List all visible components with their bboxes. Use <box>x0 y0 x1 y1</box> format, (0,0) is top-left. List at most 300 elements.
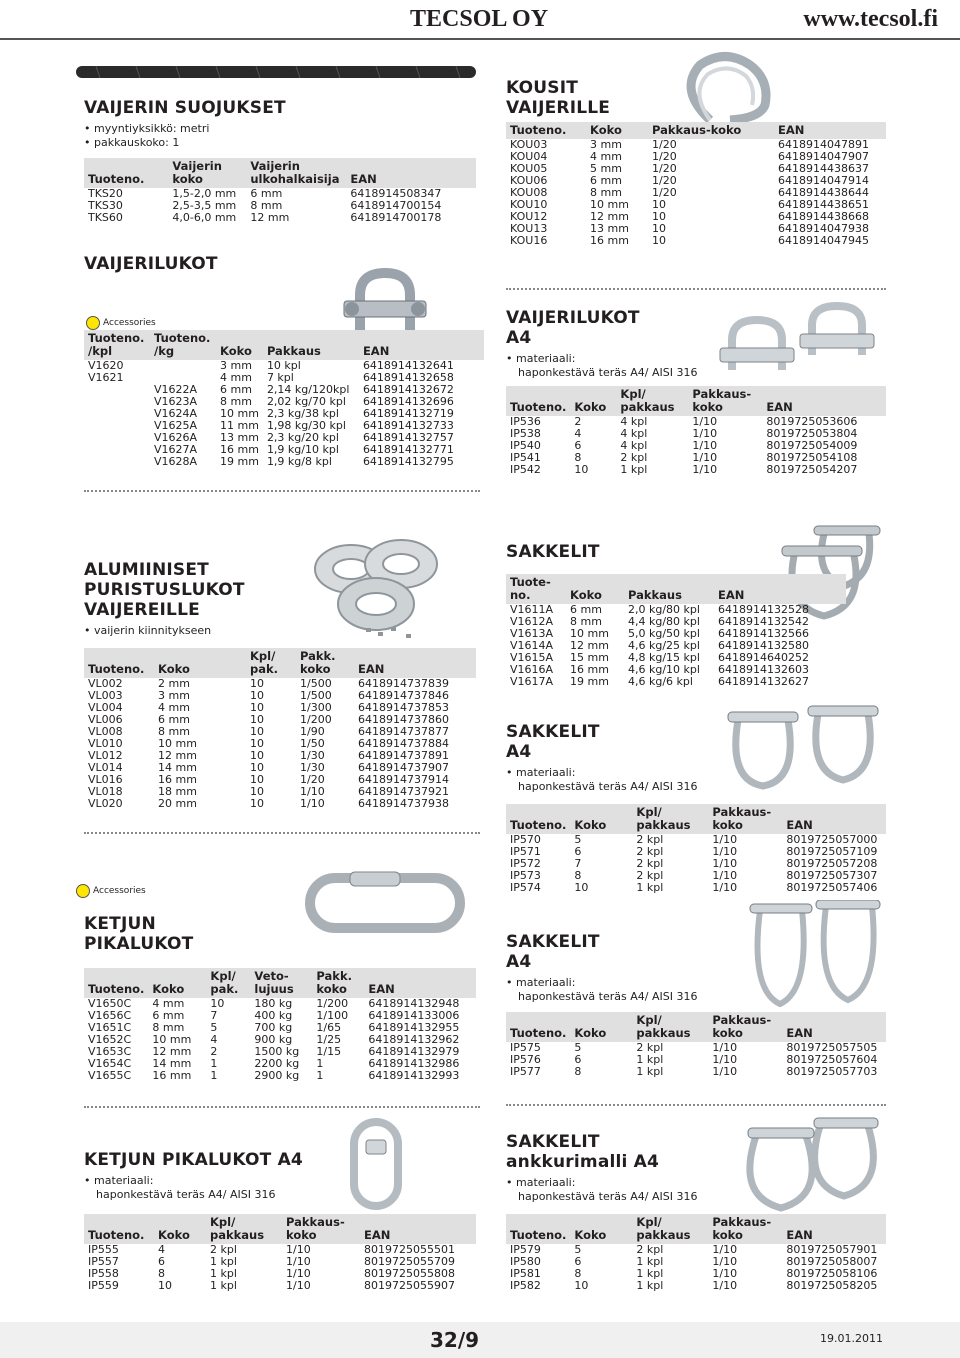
table-cell: 1 kpl <box>210 1267 237 1280</box>
table-cell: IP571 <box>510 845 541 858</box>
section-divider <box>84 1106 480 1108</box>
table-cell: 1/10 <box>712 881 738 894</box>
table-cell: 8019725054009 <box>766 439 858 452</box>
table-cell: 8019725057505 <box>786 1041 878 1054</box>
table-cell: 1 kpl <box>636 1279 664 1292</box>
website-url: www.tecsol.fi <box>803 6 938 32</box>
table-cell: 4,6 kg/6 kpl <box>628 675 693 688</box>
product-table <box>84 968 476 1082</box>
table-cell: 1/20 <box>652 150 677 163</box>
table-cell: 1/20 <box>652 162 677 175</box>
table-cell: 4 mm <box>590 150 622 163</box>
table-cell: 10 mm <box>570 627 609 640</box>
section-vaijerin-suojukset <box>84 98 484 224</box>
table-cell: 900 kg <box>254 1033 293 1046</box>
table-cell <box>84 384 150 396</box>
col-header: Koko <box>586 122 648 139</box>
col-header: Veto-lujuus <box>250 968 312 998</box>
table-cell: 4,6 kg/25 kpl <box>628 639 700 652</box>
table-cell: 10 <box>250 761 264 774</box>
product-table <box>506 1214 886 1292</box>
table-cell: 2 kpl <box>210 1243 237 1256</box>
table-cell: 6418914047938 <box>778 222 869 235</box>
table-cell: 6418914132986 <box>368 1057 460 1070</box>
table-cell: 7 <box>574 857 582 870</box>
table-cell: 1,5-2,0 mm <box>172 187 237 200</box>
table-cell: 6418914700178 <box>350 211 442 224</box>
table-cell: 1/25 <box>316 1033 342 1046</box>
table-cell: 6418914737891 <box>358 749 449 762</box>
table-cell: 2 kpl <box>636 857 664 870</box>
col-header: Kpl/ pakkaus <box>632 804 708 834</box>
section-kousit-table <box>506 122 886 247</box>
col-header: Pakkaus-koko <box>708 804 782 834</box>
table-cell: 12 mm <box>570 639 609 652</box>
table-cell: 10 <box>574 463 589 476</box>
table-cell: 14 mm <box>158 761 197 774</box>
table-cell: 1/10 <box>286 1243 311 1256</box>
product-table <box>506 122 886 247</box>
table-cell: V1613A <box>510 627 554 640</box>
table-row <box>506 464 886 476</box>
table-row <box>506 1280 886 1292</box>
table-cell: V1611A <box>510 603 554 616</box>
col-header: Koko <box>570 386 616 416</box>
table-cell: 6 <box>574 845 582 858</box>
page-date: 19.01.2011 <box>820 1332 883 1345</box>
table-cell: 6418914438637 <box>778 162 869 175</box>
table-cell: IP538 <box>510 427 541 440</box>
table-cell: 1,9 kg/10 kpl <box>266 443 339 456</box>
table-cell: 1/20 <box>652 174 677 187</box>
table-cell: 8019725057307 <box>786 869 878 882</box>
table-cell: 4,0-6,0 mm <box>172 211 237 224</box>
table-cell: 6418914508347 <box>350 187 442 200</box>
table-cell: 1/10 <box>712 845 738 858</box>
table-cell: 4 <box>158 1243 165 1256</box>
table-cell: 1/10 <box>712 1053 738 1066</box>
table-cell: 1/10 <box>712 1041 738 1054</box>
table-cell: KOU12 <box>510 210 548 223</box>
table-cell: 1/20 <box>652 138 677 151</box>
table-cell: 6418914047891 <box>778 138 869 151</box>
table-cell: 1 kpl <box>636 881 664 894</box>
table-cell: 6418914047907 <box>778 150 869 163</box>
accessories-badge <box>86 316 156 330</box>
table-cell: 8019725058007 <box>786 1255 878 1268</box>
table-cell: VL018 <box>88 785 123 798</box>
table-cell: 1/100 <box>316 1009 349 1022</box>
table-row <box>84 1280 476 1292</box>
table-cell: 10 <box>250 677 264 690</box>
table-cell: IP555 <box>88 1243 119 1256</box>
col-header: EAN <box>359 330 484 360</box>
table-cell: 6418914132955 <box>368 1021 460 1034</box>
col-header: Kpl/ pakkaus <box>616 386 688 416</box>
table-cell: 20 mm <box>158 797 197 810</box>
col-header: Tuoteno. /kg <box>150 330 216 360</box>
table-cell: 6 mm <box>590 174 622 187</box>
table-cell: 5 <box>210 1021 218 1034</box>
table-cell: 6418914133006 <box>368 1009 460 1022</box>
section-divider <box>84 832 480 834</box>
table-cell: V1622A <box>154 383 198 396</box>
table-cell: 6418914132641 <box>362 359 454 372</box>
table-cell: 6418914737884 <box>358 737 449 750</box>
table-cell: 6 mm <box>250 187 283 200</box>
table-cell: 7 <box>210 1009 218 1022</box>
table-cell: 1 kpl <box>636 1267 664 1280</box>
bullet-item: • myyntiyksikkö: metri <box>84 122 484 136</box>
section-sakkelit-a4-2 <box>506 932 706 1004</box>
accessories-dot-icon <box>76 884 90 898</box>
table-cell: 8019725057604 <box>786 1053 878 1066</box>
bullet-item: haponkestävä teräs A4/ AISI 316 <box>518 366 698 379</box>
table-cell: 1 kpl <box>620 463 648 476</box>
table-cell <box>84 456 150 468</box>
table-cell: V1615A <box>510 651 554 664</box>
table-cell: 16 mm <box>590 234 629 247</box>
table-cell: 4,4 kg/80 kpl <box>628 615 700 628</box>
table-cell: 6418914132566 <box>718 627 809 640</box>
table-cell: 1/90 <box>300 725 325 738</box>
table-header-row <box>506 386 886 416</box>
table-cell: V1654C <box>88 1057 132 1070</box>
col-header: Tuoteno. <box>506 804 570 834</box>
table-cell: 6418914132672 <box>362 383 454 396</box>
col-header: Pakkaus-koko <box>688 386 762 416</box>
table-cell: KOU10 <box>510 198 548 211</box>
section-title: KOUSIT VAIJERILLE <box>506 78 611 118</box>
table-cell: KOU05 <box>510 162 548 175</box>
table-cell: 6 mm <box>570 603 602 616</box>
table-cell: 8019725057109 <box>786 845 878 858</box>
table-cell: 1/10 <box>692 415 718 428</box>
table-cell: IP572 <box>510 857 541 870</box>
col-header: EAN <box>782 1012 886 1042</box>
table-cell: V1655C <box>88 1069 132 1082</box>
accessories-label: Accessories <box>93 886 146 896</box>
bullet-list <box>84 1174 324 1202</box>
product-table <box>84 1214 476 1292</box>
bullet-item: • materiaali: <box>506 352 706 366</box>
table-cell: 1 <box>210 1069 218 1082</box>
table-cell: 6 <box>574 1255 582 1268</box>
table-cell: V1650C <box>88 997 132 1010</box>
bullet-list <box>506 1176 726 1204</box>
table-header-row <box>506 1214 886 1244</box>
table-cell: 1 <box>316 1069 324 1082</box>
section-title: SAKKELIT A4 <box>506 722 600 762</box>
table-cell: TKS20 <box>88 187 123 200</box>
long-shackle-image <box>740 900 890 1010</box>
table-cell: 6418914132658 <box>362 371 454 384</box>
product-table <box>506 386 886 476</box>
bullet-list <box>84 624 284 638</box>
col-header: Koko <box>216 330 263 360</box>
table-cell: 4 <box>210 1033 218 1046</box>
col-header: EAN <box>774 122 886 139</box>
col-header: EAN <box>360 1214 476 1244</box>
section-vaijerilukot-a4 <box>506 308 706 380</box>
table-cell: 10 mm <box>220 407 259 420</box>
table-cell: 1 <box>316 1057 324 1070</box>
table-cell: 6418914132948 <box>368 997 460 1010</box>
table-cell: 15 mm <box>570 651 609 664</box>
table-cell: 6418914132993 <box>368 1069 460 1082</box>
table-cell: 19 mm <box>220 455 259 468</box>
table-cell: IP558 <box>88 1267 119 1280</box>
section-ankkuri-table <box>506 1214 886 1292</box>
col-header: Kpl/ pakkaus <box>206 1214 282 1244</box>
col-header: Koko <box>570 804 632 834</box>
table-cell: 8019725057000 <box>786 833 878 846</box>
table-cell: 2 kpl <box>636 833 664 846</box>
col-header: Pakk. koko <box>296 648 354 678</box>
table-cell: 6418914132795 <box>362 455 454 468</box>
table-header-row <box>506 574 846 604</box>
table-cell: 1/50 <box>300 737 325 750</box>
table-cell: 6 mm <box>158 713 190 726</box>
col-header: Kpl/ pak. <box>206 968 250 998</box>
table-cell: IP579 <box>510 1243 541 1256</box>
table-cell: 700 kg <box>254 1021 293 1034</box>
table-cell: 5 <box>574 1243 582 1256</box>
col-header: EAN <box>364 968 476 998</box>
table-cell: TKS30 <box>88 199 123 212</box>
section-ketjun-table <box>84 968 476 1082</box>
table-cell: 4 mm <box>152 997 185 1010</box>
table-cell: 8019725053606 <box>766 415 858 428</box>
table-cell: KOU06 <box>510 174 548 187</box>
col-header: Tuoteno. <box>84 158 168 188</box>
section-sakkelit-a4-1 <box>506 722 706 794</box>
col-header: Koko <box>570 1214 632 1244</box>
table-cell: 1,9 kg/8 kpl <box>266 455 332 468</box>
table-cell: 1/200 <box>300 713 332 726</box>
table-cell: 10 <box>574 1279 589 1292</box>
table-cell: 6418914737839 <box>358 677 449 690</box>
table-cell: VL006 <box>88 713 123 726</box>
bullet-item: • materiaali: <box>84 1174 324 1188</box>
table-cell <box>84 444 150 456</box>
table-cell: 1 kpl <box>636 1065 664 1078</box>
bullet-item: • materiaali: <box>506 766 706 780</box>
table-cell: 1/20 <box>652 186 677 199</box>
table-cell: 6418914132979 <box>368 1045 460 1058</box>
table-cell: 11 mm <box>220 419 259 432</box>
table-cell: 4 mm <box>158 701 190 714</box>
table-cell: 1 kpl <box>636 1255 664 1268</box>
col-header: EAN <box>354 648 476 678</box>
table-cell: V1614A <box>510 639 554 652</box>
table-cell: 180 kg <box>254 997 293 1010</box>
table-cell: 1/200 <box>316 997 349 1010</box>
table-cell: 5 <box>574 833 582 846</box>
table-cell: 6418914132733 <box>362 419 454 432</box>
section-vaijerilukot-table <box>84 330 484 468</box>
table-cell <box>84 420 150 432</box>
table-cell: 1 <box>210 1057 218 1070</box>
table-cell: 8019725058106 <box>786 1267 878 1280</box>
table-cell: 6418914132542 <box>718 615 809 628</box>
table-cell: 10 <box>250 785 264 798</box>
table-cell: V1616A <box>510 663 554 676</box>
section-title: VAIJERILUKOT A4 <box>506 308 640 348</box>
product-table <box>506 804 886 894</box>
section-title: VAIJERILUKOT <box>84 254 218 274</box>
table-row <box>84 212 476 224</box>
table-cell: 1/20 <box>300 773 325 786</box>
wire-clamp-a4-image <box>712 300 882 384</box>
table-cell: IP573 <box>510 869 541 882</box>
col-header: Tuoteno. <box>506 1214 570 1244</box>
table-cell: 2,5-3,5 mm <box>172 199 237 212</box>
table-cell: 8 mm <box>158 725 190 738</box>
section-sakkelit <box>506 542 706 562</box>
col-header: EAN <box>782 1214 886 1244</box>
table-cell: 10 <box>250 797 264 810</box>
table-cell: 4,6 kg/10 kpl <box>628 663 700 676</box>
thimble-image <box>670 50 780 122</box>
page-number: 32/9 <box>430 1328 480 1352</box>
table-cell: 1/10 <box>286 1267 311 1280</box>
table-cell: 10 <box>250 725 264 738</box>
col-header: Vaijerin koko <box>168 158 246 188</box>
table-cell: 10 mm <box>152 1033 192 1046</box>
table-cell: 2 <box>574 415 582 428</box>
table-cell: 10 <box>652 210 666 223</box>
table-cell: 12 mm <box>152 1045 192 1058</box>
table-cell: 16 mm <box>158 773 197 786</box>
section-title: SAKKELIT A4 <box>506 932 600 972</box>
shackle-a4-image <box>718 700 888 796</box>
table-cell: V1653C <box>88 1045 132 1058</box>
col-header: Kpl/ pakkaus <box>632 1012 708 1042</box>
col-header: Tuote-no. <box>506 574 566 604</box>
table-cell: 10 <box>158 1279 172 1292</box>
table-cell <box>84 408 150 420</box>
table-cell: 1/15 <box>316 1045 342 1058</box>
table-cell: 5 <box>574 1041 582 1054</box>
section-sakkelit-table <box>506 574 846 688</box>
table-cell: 6418914737860 <box>358 713 449 726</box>
table-cell: 10 <box>652 222 666 235</box>
bullet-list <box>84 122 484 150</box>
table-row <box>84 1070 476 1082</box>
table-cell: IP542 <box>510 463 541 476</box>
table-cell: 10 <box>652 198 666 211</box>
table-cell: V1624A <box>154 407 198 420</box>
col-header: Tuoteno. <box>84 968 148 998</box>
bullet-item: • vaijerin kiinnitykseen <box>84 624 284 638</box>
table-cell: IP559 <box>88 1279 119 1292</box>
table-cell: IP576 <box>510 1053 541 1066</box>
col-header: Pakkaus-koko <box>708 1214 782 1244</box>
table-cell: 6418914640252 <box>718 651 809 664</box>
col-header: Tuoteno. <box>84 1214 154 1244</box>
table-cell: VL004 <box>88 701 123 714</box>
section-ketjun-a4-table <box>84 1214 476 1292</box>
table-cell: KOU13 <box>510 222 548 235</box>
table-cell <box>150 360 216 372</box>
ferrule-image <box>296 524 466 644</box>
table-cell: 2 kpl <box>636 869 664 882</box>
table-cell: 8019725057208 <box>786 857 878 870</box>
page-header <box>0 0 960 40</box>
table-cell: 1/10 <box>692 427 718 440</box>
table-cell: 6418914047945 <box>778 234 869 247</box>
table-cell: 4 kpl <box>620 415 648 428</box>
col-header: Tuoteno. <box>506 386 570 416</box>
table-row <box>506 1066 886 1078</box>
table-cell: 10 <box>652 234 666 247</box>
table-cell <box>84 396 150 408</box>
table-cell: IP582 <box>510 1279 541 1292</box>
col-header: Pakkaus-koko <box>648 122 774 139</box>
table-row <box>84 456 484 468</box>
bullet-list <box>506 352 706 380</box>
table-cell: IP580 <box>510 1255 541 1268</box>
table-cell: IP536 <box>510 415 541 428</box>
table-cell: V1621 <box>88 371 124 384</box>
table-cell: 1/10 <box>712 1065 738 1078</box>
table-cell: 6418914132696 <box>362 395 454 408</box>
table-cell: 1/10 <box>286 1255 311 1268</box>
table-cell: KOU04 <box>510 150 548 163</box>
table-cell: 6418914737914 <box>358 773 449 786</box>
table-cell: V1626A <box>154 431 198 444</box>
table-cell: 14 mm <box>152 1057 192 1070</box>
table-cell: 16 mm <box>152 1069 192 1082</box>
table-cell: 1,98 kg/30 kpl <box>266 419 346 432</box>
table-cell: 1/10 <box>300 785 325 798</box>
table-cell: 10 kpl <box>266 359 301 372</box>
bullet-item: • pakkauskoko: 1 <box>84 136 484 150</box>
bullet-item: • materiaali: <box>506 1176 726 1190</box>
table-cell: 2 kpl <box>636 1243 664 1256</box>
table-cell: 6418914737907 <box>358 761 449 774</box>
table-header-row <box>84 158 476 188</box>
table-cell: 1 kpl <box>210 1279 237 1292</box>
company-name: TECSOL OY <box>410 6 549 32</box>
table-cell: 1/10 <box>286 1279 311 1292</box>
table-cell: 2,3 kg/38 kpl <box>266 407 339 420</box>
bullet-list <box>506 766 706 794</box>
table-cell: 6418914132757 <box>362 431 454 444</box>
accessories-label: Accessories <box>103 318 156 328</box>
section-title: SAKKELIT ankkurimalli A4 <box>506 1132 660 1172</box>
table-cell: 1/10 <box>300 797 325 810</box>
col-header: EAN <box>346 158 476 188</box>
table-cell: 2 kpl <box>620 451 648 464</box>
col-header: Koko <box>154 1214 206 1244</box>
table-cell: 6 mm <box>152 1009 185 1022</box>
table-cell: 8019725057406 <box>786 881 878 894</box>
table-cell: KOU08 <box>510 186 548 199</box>
table-cell: 1/10 <box>712 869 738 882</box>
section-divider <box>506 288 886 290</box>
section-sakkelit-a4-2-table <box>506 1012 886 1078</box>
table-cell: 2 <box>210 1045 218 1058</box>
section-title: VAIJERIN SUOJUKSET <box>84 98 286 118</box>
table-cell: 2,3 kg/20 kpl <box>266 431 339 444</box>
table-cell: 13 mm <box>590 222 629 235</box>
section-ketjun-pikalukot <box>84 914 284 954</box>
table-cell: 12 mm <box>590 210 629 223</box>
table-cell: 7 kpl <box>266 371 294 384</box>
col-header: Koko <box>566 574 624 604</box>
